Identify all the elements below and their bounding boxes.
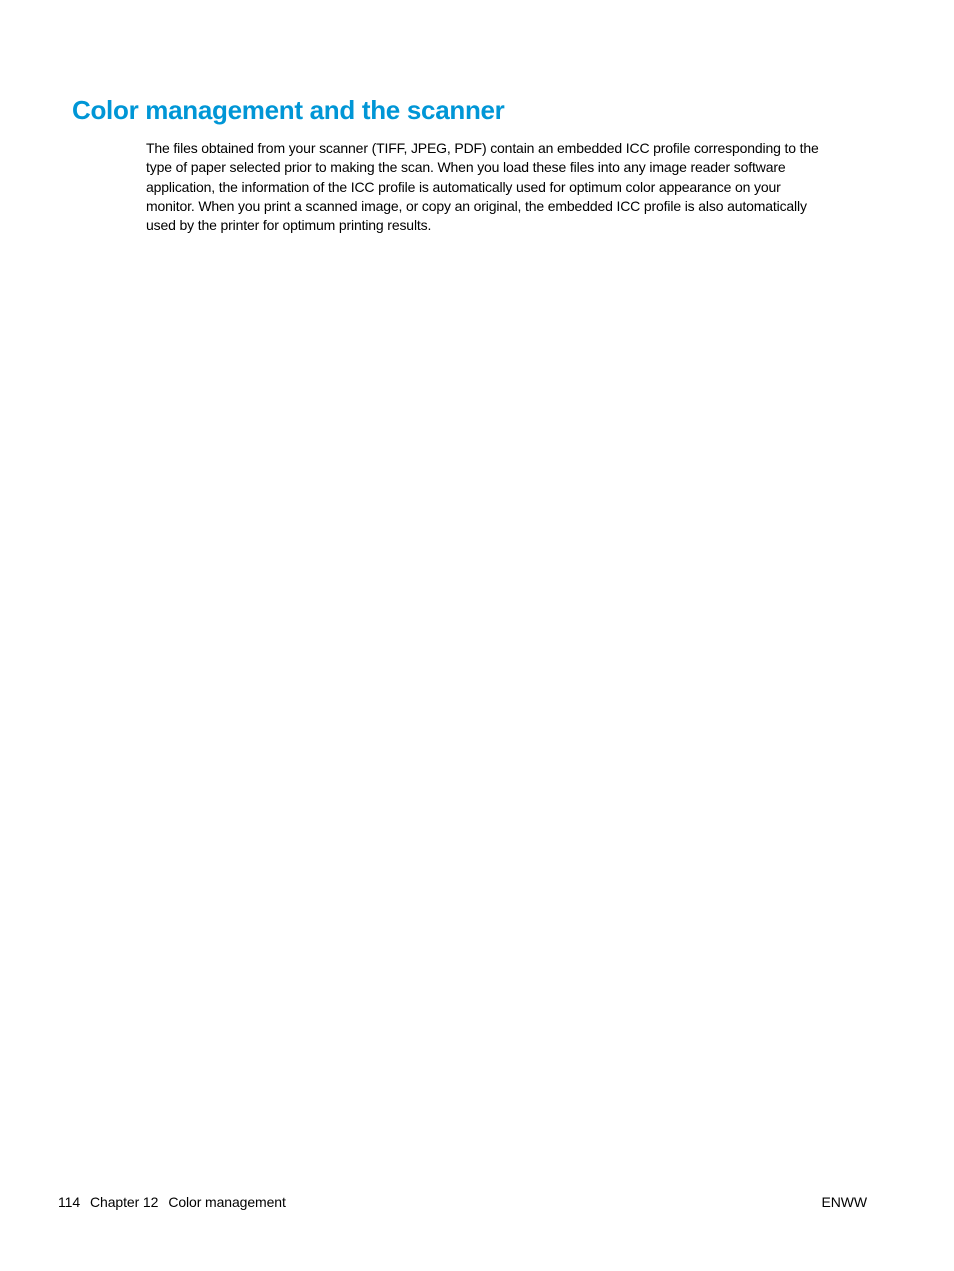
page-title: Color management and the scanner [72, 95, 505, 125]
paragraph-line: The files obtained from your scanner (TIFF, JPEG, PDF) contain an embedded ICC profile corresponding to the [146, 140, 819, 156]
paragraph-line: used by the printer for optimum printing results. [146, 217, 432, 234]
page-number: 114 [58, 1194, 81, 1210]
locale-code: ENWW [821, 1194, 867, 1210]
footer-left [58, 1192, 296, 1212]
paragraph-line: type of paper selected prior to making the scan. When you load these files into any image reader software [146, 159, 786, 176]
paragraph-line: application, the information of the ICC profile is automatically used for optimum color appearance on your [146, 178, 781, 195]
paragraph-line: monitor. When you print a scanned image, or copy an original, the embedded ICC profile is also automatically [146, 197, 807, 214]
chapter-label: Chapter 12 [90, 1194, 159, 1210]
chapter-title: Color management [168, 1194, 286, 1210]
page-footer [58, 1192, 867, 1212]
body-paragraph [146, 139, 868, 235]
